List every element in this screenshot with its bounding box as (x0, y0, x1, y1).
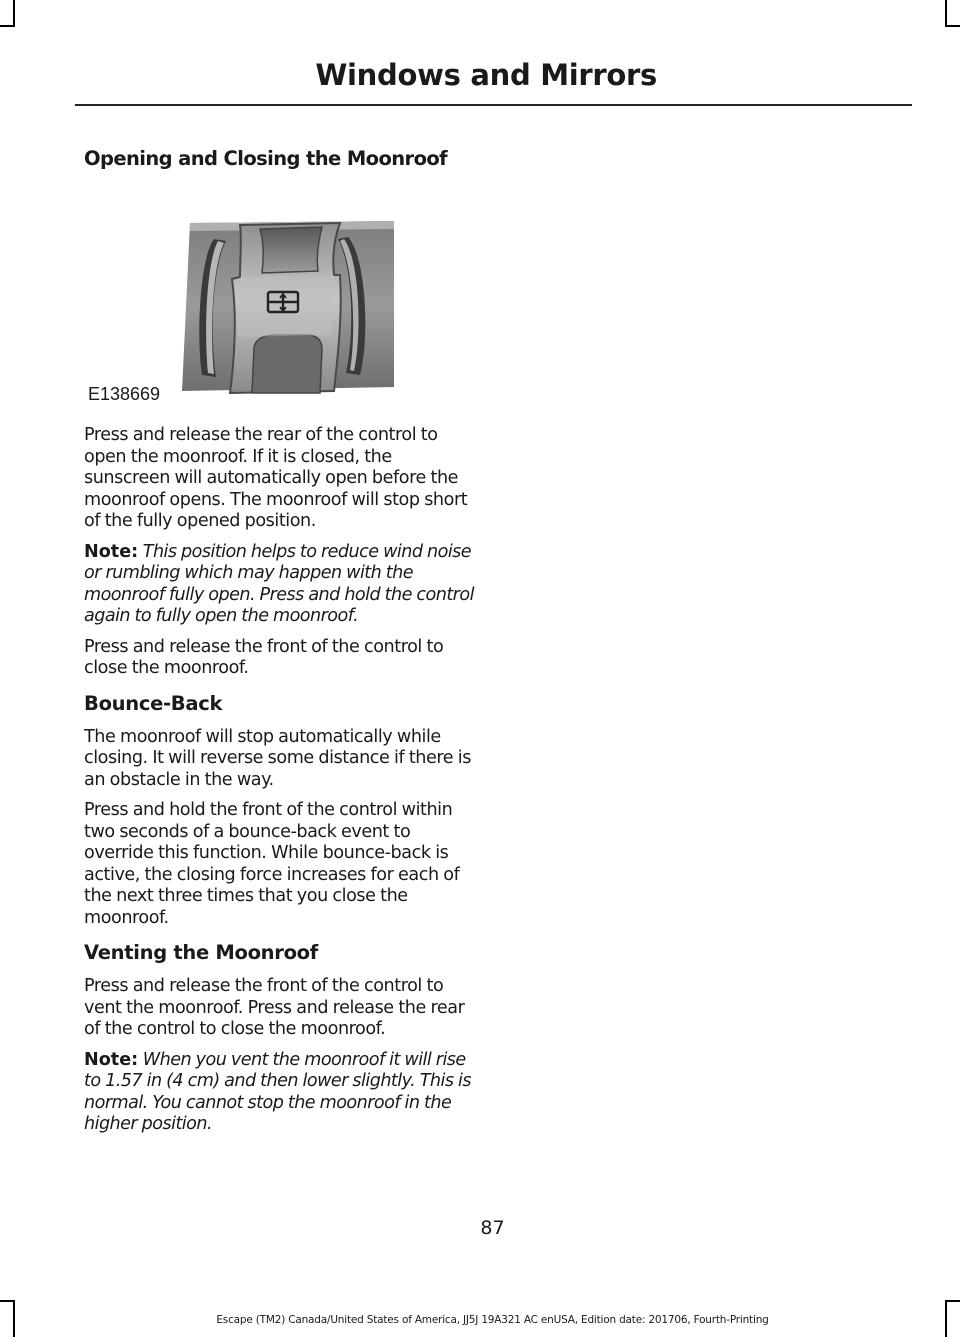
footer-text: Escape (TM2) Canada/United States of America, JJ5J 19A321 AC enUSA, Edition date: 201706, Fourth-Printing (216, 1314, 769, 1326)
crop-mark (13, 0, 15, 26)
note-text: This position helps to reduce wind noise or rumbling which may happen with the moonroof fully open. Press and hold the control again to fully open the moonroof. (84, 541, 474, 626)
page-header-title: Windows and Mirrors (315, 58, 657, 92)
section-title: Opening and Closing the Moonroof (84, 147, 448, 170)
note-label: Note: (84, 541, 139, 562)
page-number: 87 (480, 1217, 505, 1239)
moonroof-switch-illustration (182, 217, 398, 395)
figure-code: E138669 (88, 384, 161, 404)
note-paragraph (84, 1050, 476, 1136)
paragraph: Press and release the front of the control to close the moonroof. (84, 636, 444, 678)
crop-mark (0, 25, 15, 27)
paragraph: Press and hold the front of the control within two seconds of a bounce-back event to override this function. While bounce-back is active, the closing force increases for each of the next three times that you close the moonroof. (84, 800, 460, 928)
moonroof-control-figure (84, 187, 476, 425)
crop-mark (945, 0, 947, 26)
note-label: Note: (84, 1049, 139, 1070)
subsection-title: Bounce-Back (84, 691, 223, 715)
crop-mark (945, 1300, 960, 1302)
subsection-title: Venting the Moonroof (84, 941, 318, 964)
crop-mark (0, 1300, 15, 1302)
crop-mark (945, 25, 960, 27)
paragraph: Press and release the rear of the control to open the moonroof. If it is closed, the sunscreen will automatically open before the moonroof opens. The moonroof will stop short of the fully opened position. (84, 425, 468, 531)
note-paragraph (84, 542, 476, 628)
note-text: When you vent the moonroof it will rise to 1.57 in (4 cm) and then lower slightly. This is normal. You cannot stop the moonroof in the higher position. (84, 1049, 471, 1134)
paragraph: The moonroof will stop automatically while closing. It will reverse some distance if there is an obstacle in the way. (84, 726, 471, 790)
main-column (84, 147, 476, 1145)
paragraph: Press and release the front of the control to vent the moonroof. Press and release the rear of the control to close the moonroof. (84, 976, 465, 1039)
header-rule (75, 104, 912, 106)
